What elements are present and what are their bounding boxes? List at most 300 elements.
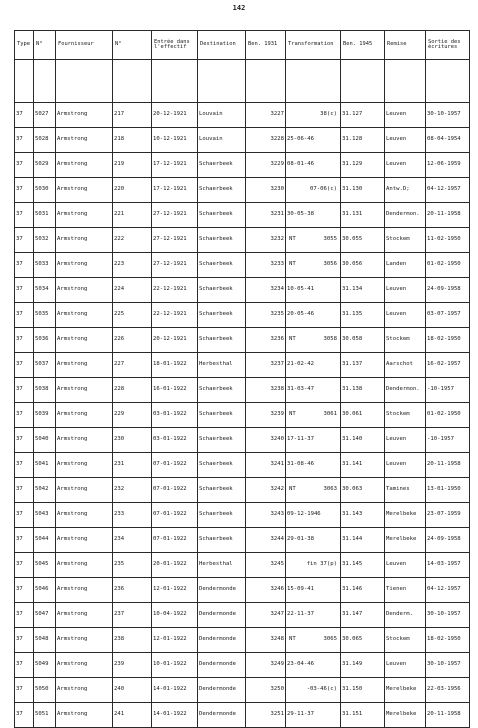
cell-num: 5050	[34, 678, 56, 703]
cell-dest: Schaerbeek	[198, 478, 246, 503]
cell-n2: 238	[113, 628, 152, 653]
cell-sortie: 04-12-1957	[426, 578, 470, 603]
cell-trans: 31-08-46	[286, 453, 341, 478]
cell-ben1945: 30.063	[341, 478, 385, 503]
cell-remise: Aarschot	[385, 353, 426, 378]
cell-remise: Leuven	[385, 103, 426, 128]
cell-ben1931: 3236	[246, 328, 286, 353]
cell-remise: Leuven	[385, 653, 426, 678]
cell-remise: Landen	[385, 253, 426, 278]
cell-trans: 08-01-46	[286, 153, 341, 178]
cell-supplier: Armstrong	[56, 678, 113, 703]
cell-remise: Dendermon.	[385, 378, 426, 403]
cell-trans: 21-02-42	[286, 353, 341, 378]
table-row	[15, 603, 470, 628]
cell-remise: Leuven	[385, 153, 426, 178]
cell-sortie: 23-07-1959	[426, 503, 470, 528]
cell-remise: Merelbeke	[385, 678, 426, 703]
cell-supplier: Armstrong	[56, 453, 113, 478]
cell-type: 37	[15, 428, 34, 453]
cell-n2: 231	[113, 453, 152, 478]
cell-n2: 239	[113, 653, 152, 678]
cell-ben1931: 3244	[246, 528, 286, 553]
cell-entry: 12-01-1922	[152, 578, 198, 603]
cell-supplier: Armstrong	[56, 303, 113, 328]
cell-sortie: 13-01-1950	[426, 478, 470, 503]
cell-dest: Schaerbeek	[198, 428, 246, 453]
cell-type: 37	[15, 628, 34, 653]
cell-num: 5028	[34, 128, 56, 153]
cell-ben1931: 3243	[246, 503, 286, 528]
cell-supplier: Armstrong	[56, 553, 113, 578]
cell-trans: fin 37(p)	[286, 553, 341, 578]
cell-trans: -03-46(c)	[286, 678, 341, 703]
cell-ben1945: 31.137	[341, 353, 385, 378]
cell-num: 5032	[34, 228, 56, 253]
cell-entry: 20-12-1921	[152, 103, 198, 128]
cell-ben1931: 3241	[246, 453, 286, 478]
cell-ben1945: 30.065	[341, 628, 385, 653]
cell-ben1931: 3247	[246, 603, 286, 628]
cell-sortie: 08-04-1954	[426, 128, 470, 153]
cell-ben1931: 3242	[246, 478, 286, 503]
cell-ben1945: 31.147	[341, 603, 385, 628]
cell-ben1945: 31.138	[341, 378, 385, 403]
cell-entry: 03-01-1922	[152, 403, 198, 428]
cell-supplier: Armstrong	[56, 178, 113, 203]
cell-supplier: Armstrong	[56, 103, 113, 128]
cell-trans: 29-01-38	[286, 528, 341, 553]
cell-ben1931: 3230	[246, 178, 286, 203]
header-cell: Remise	[385, 31, 426, 60]
table-row	[15, 178, 470, 203]
cell-sortie: 16-02-1957	[426, 353, 470, 378]
cell-num: 5045	[34, 553, 56, 578]
cell-type: 37	[15, 478, 34, 503]
cell-type: 37	[15, 503, 34, 528]
cell-entry: 07-01-1922	[152, 478, 198, 503]
cell-ben1945: 31.127	[341, 103, 385, 128]
cell-n2: 221	[113, 203, 152, 228]
cell-n2: 224	[113, 278, 152, 303]
table-row	[15, 378, 470, 403]
cell-supplier: Armstrong	[56, 228, 113, 253]
cell-n2: 227	[113, 353, 152, 378]
table-row	[15, 403, 470, 428]
cell-dest: Dendermonde	[198, 578, 246, 603]
cell-trans: 38(c)	[286, 103, 341, 128]
cell-type: 37	[15, 228, 34, 253]
cell-num: 5033	[34, 253, 56, 278]
cell-remise: Leuven	[385, 428, 426, 453]
table-row	[15, 653, 470, 678]
cell-num: 5035	[34, 303, 56, 328]
table-row	[15, 153, 470, 178]
cell-dest: Schaerbeek	[198, 228, 246, 253]
cell-dest: Louvain	[198, 128, 246, 153]
cell-remise: Tamines	[385, 478, 426, 503]
cell-dest: Schaerbeek	[198, 253, 246, 278]
cell-supplier: Armstrong	[56, 528, 113, 553]
cell-sortie: 14-03-1957	[426, 553, 470, 578]
cell-entry: 10-01-1922	[152, 653, 198, 678]
cell-entry: 22-12-1921	[152, 278, 198, 303]
cell-num: 5027	[34, 103, 56, 128]
cell-ben1931: 3235	[246, 303, 286, 328]
cell-n2: 226	[113, 328, 152, 353]
cell-type: 37	[15, 128, 34, 153]
cell-dest: Schaerbeek	[198, 203, 246, 228]
cell-n2: 223	[113, 253, 152, 278]
cell-ben1931: 3245	[246, 553, 286, 578]
cell-ben1945: 31.140	[341, 428, 385, 453]
cell-trans: 09-12-1946	[286, 503, 341, 528]
cell-n2: 235	[113, 553, 152, 578]
cell-ben1931: 3250	[246, 678, 286, 703]
cell-supplier: Armstrong	[56, 253, 113, 278]
cell-num: 5038	[34, 378, 56, 403]
cell-type: 37	[15, 403, 34, 428]
cell-n2: 232	[113, 478, 152, 503]
header-cell: Transformation	[286, 31, 341, 60]
cell-dest: Dendermonde	[198, 653, 246, 678]
cell-supplier: Armstrong	[56, 278, 113, 303]
table-row	[15, 703, 470, 728]
cell-sortie: 03-07-1957	[426, 303, 470, 328]
cell-ben1945: 30.058	[341, 328, 385, 353]
cell-n2: 229	[113, 403, 152, 428]
cell-ben1945: 31.145	[341, 553, 385, 578]
header-cell: Sortie des écritures	[426, 31, 470, 60]
cell-sortie: 30-10-1957	[426, 103, 470, 128]
cell-remise: Stockem	[385, 328, 426, 353]
cell-supplier: Armstrong	[56, 703, 113, 728]
cell-type: 37	[15, 653, 34, 678]
cell-supplier: Armstrong	[56, 578, 113, 603]
table-row	[15, 528, 470, 553]
cell-trans: NT 3056	[286, 253, 341, 278]
cell-ben1945: 31.135	[341, 303, 385, 328]
cell-ben1931: 3234	[246, 278, 286, 303]
cell-trans: 20-05-46	[286, 303, 341, 328]
cell-type: 37	[15, 178, 34, 203]
cell-type: 37	[15, 278, 34, 303]
cell-n2: 220	[113, 178, 152, 203]
cell-n2: 240	[113, 678, 152, 703]
cell-n2: 233	[113, 503, 152, 528]
table-row	[15, 678, 470, 703]
cell-entry: 20-12-1921	[152, 328, 198, 353]
cell-ben1931: 3227	[246, 103, 286, 128]
cell-n2: 218	[113, 128, 152, 153]
cell-num: 5030	[34, 178, 56, 203]
cell-sortie: -10-1957	[426, 378, 470, 403]
cell-n2: 225	[113, 303, 152, 328]
cell-trans: NT 3065	[286, 628, 341, 653]
cell-n2: 222	[113, 228, 152, 253]
header-cell: Ben. 1931	[246, 31, 286, 60]
cell-num: 5040	[34, 428, 56, 453]
cell-ben1931: 3228	[246, 128, 286, 153]
cell-dest: Louvain	[198, 103, 246, 128]
cell-supplier: Armstrong	[56, 603, 113, 628]
cell-entry: 14-01-1922	[152, 678, 198, 703]
cell-type: 37	[15, 528, 34, 553]
cell-supplier: Armstrong	[56, 478, 113, 503]
cell-type: 37	[15, 353, 34, 378]
cell-remise: Dendermon.	[385, 203, 426, 228]
cell-sortie: 18-02-1950	[426, 628, 470, 653]
cell-remise: Denderm.	[385, 603, 426, 628]
cell-type: 37	[15, 703, 34, 728]
cell-supplier: Armstrong	[56, 628, 113, 653]
cell-ben1931: 3249	[246, 653, 286, 678]
cell-ben1945: 30.056	[341, 253, 385, 278]
table-row	[15, 328, 470, 353]
cell-ben1945: 31.143	[341, 503, 385, 528]
cell-remise: Stockem	[385, 228, 426, 253]
cell-ben1931: 3246	[246, 578, 286, 603]
cell-remise: Merelbeke	[385, 528, 426, 553]
cell-num: 5029	[34, 153, 56, 178]
cell-type: 37	[15, 328, 34, 353]
table-row	[15, 253, 470, 278]
cell-supplier: Armstrong	[56, 428, 113, 453]
cell-ben1931: 3229	[246, 153, 286, 178]
cell-num: 5043	[34, 503, 56, 528]
cell-dest: Schaerbeek	[198, 328, 246, 353]
cell-num: 5042	[34, 478, 56, 503]
table-row	[15, 503, 470, 528]
cell-dest: Schaerbeek	[198, 453, 246, 478]
cell-supplier: Armstrong	[56, 403, 113, 428]
cell-dest: Schaerbeek	[198, 528, 246, 553]
cell-ben1945: 31.130	[341, 178, 385, 203]
cell-num: 5048	[34, 628, 56, 653]
spacer-row	[15, 60, 470, 103]
cell-entry: 12-01-1922	[152, 628, 198, 653]
header-cell: N°	[113, 31, 152, 60]
header-cell: Destination	[198, 31, 246, 60]
cell-sortie: 30-10-1957	[426, 653, 470, 678]
cell-type: 37	[15, 378, 34, 403]
table-row	[15, 103, 470, 128]
cell-dest: Dendermonde	[198, 703, 246, 728]
cell-n2: 228	[113, 378, 152, 403]
cell-type: 37	[15, 253, 34, 278]
cell-ben1931: 3248	[246, 628, 286, 653]
cell-ben1945: 31.144	[341, 528, 385, 553]
cell-type: 37	[15, 678, 34, 703]
table-row	[15, 128, 470, 153]
cell-dest: Herbesthal	[198, 553, 246, 578]
cell-dest: Schaerbeek	[198, 278, 246, 303]
cell-num: 5047	[34, 603, 56, 628]
cell-sortie: 24-09-1958	[426, 528, 470, 553]
cell-trans: 29-11-37	[286, 703, 341, 728]
cell-dest: Schaerbeek	[198, 178, 246, 203]
cell-trans: 23-04-46	[286, 653, 341, 678]
cell-dest: Schaerbeek	[198, 303, 246, 328]
header-row	[15, 31, 470, 60]
cell-remise: Leuven	[385, 453, 426, 478]
cell-trans: NT 3063	[286, 478, 341, 503]
cell-num: 5051	[34, 703, 56, 728]
cell-ben1931: 3238	[246, 378, 286, 403]
table-row	[15, 628, 470, 653]
cell-supplier: Armstrong	[56, 378, 113, 403]
cell-entry: 20-01-1922	[152, 553, 198, 578]
cell-ben1945: 31.149	[341, 653, 385, 678]
cell-remise: Leuven	[385, 128, 426, 153]
cell-entry: 07-01-1922	[152, 528, 198, 553]
cell-num: 5044	[34, 528, 56, 553]
cell-n2: 237	[113, 603, 152, 628]
cell-trans: 10-05-41	[286, 278, 341, 303]
cell-trans: NT 3055	[286, 228, 341, 253]
cell-trans: 07-06(c)	[286, 178, 341, 203]
cell-ben1945: 31.151	[341, 703, 385, 728]
cell-type: 37	[15, 103, 34, 128]
table-row	[15, 453, 470, 478]
cell-remise: Leuven	[385, 303, 426, 328]
header-cell: Fournisseur	[56, 31, 113, 60]
cell-entry: 10-12-1921	[152, 128, 198, 153]
cell-dest: Dendermonde	[198, 603, 246, 628]
cell-sortie: 22-03-1956	[426, 678, 470, 703]
cell-remise: Antw.D;	[385, 178, 426, 203]
cell-remise: Merelbeke	[385, 503, 426, 528]
cell-sortie: 04-12-1957	[426, 178, 470, 203]
cell-ben1945: 31.131	[341, 203, 385, 228]
cell-supplier: Armstrong	[56, 503, 113, 528]
cell-dest: Herbesthal	[198, 353, 246, 378]
cell-sortie: 20-11-1958	[426, 453, 470, 478]
cell-ben1931: 3239	[246, 403, 286, 428]
cell-n2: 219	[113, 153, 152, 178]
cell-sortie: 01-02-1950	[426, 253, 470, 278]
cell-sortie: 01-02-1950	[426, 403, 470, 428]
cell-entry: 16-01-1922	[152, 378, 198, 403]
table-row	[15, 228, 470, 253]
cell-type: 37	[15, 553, 34, 578]
table-row	[15, 278, 470, 303]
cell-entry: 07-01-1922	[152, 503, 198, 528]
cell-trans: 22-11-37	[286, 603, 341, 628]
cell-dest: Schaerbeek	[198, 403, 246, 428]
cell-entry: 22-12-1921	[152, 303, 198, 328]
cell-ben1931: 3237	[246, 353, 286, 378]
cell-dest: Dendermonde	[198, 628, 246, 653]
cell-ben1931: 3232	[246, 228, 286, 253]
table-row	[15, 553, 470, 578]
cell-dest: Dendermonde	[198, 678, 246, 703]
cell-dest: Schaerbeek	[198, 378, 246, 403]
table-row	[15, 428, 470, 453]
cell-entry: 03-01-1922	[152, 428, 198, 453]
cell-sortie: -10-1957	[426, 428, 470, 453]
cell-supplier: Armstrong	[56, 353, 113, 378]
cell-sortie: 24-09-1958	[426, 278, 470, 303]
table-row	[15, 578, 470, 603]
cell-entry: 14-01-1922	[152, 703, 198, 728]
cell-remise: Stockem	[385, 403, 426, 428]
cell-sortie: 11-02-1950	[426, 228, 470, 253]
cell-trans: 30-05-38	[286, 203, 341, 228]
locomotive-register-table	[14, 30, 470, 728]
table-row	[15, 353, 470, 378]
cell-num: 5039	[34, 403, 56, 428]
cell-sortie: 20-11-1958	[426, 703, 470, 728]
cell-n2: 234	[113, 528, 152, 553]
cell-sortie: 20-11-1958	[426, 203, 470, 228]
cell-n2: 230	[113, 428, 152, 453]
cell-entry: 27-12-1921	[152, 253, 198, 278]
cell-ben1931: 3251	[246, 703, 286, 728]
cell-type: 37	[15, 303, 34, 328]
cell-type: 37	[15, 578, 34, 603]
cell-supplier: Armstrong	[56, 153, 113, 178]
cell-trans: 17-11-37	[286, 428, 341, 453]
cell-type: 37	[15, 203, 34, 228]
cell-num: 5041	[34, 453, 56, 478]
cell-num: 5036	[34, 328, 56, 353]
cell-dest: Schaerbeek	[198, 153, 246, 178]
table-row	[15, 478, 470, 503]
cell-entry: 17-12-1921	[152, 153, 198, 178]
cell-num: 5037	[34, 353, 56, 378]
cell-supplier: Armstrong	[56, 203, 113, 228]
cell-sortie: 12-06-1959	[426, 153, 470, 178]
cell-ben1945: 31.134	[341, 278, 385, 303]
cell-remise: Tienen	[385, 578, 426, 603]
cell-trans: 31-03-47	[286, 378, 341, 403]
cell-ben1945: 31.141	[341, 453, 385, 478]
cell-n2: 217	[113, 103, 152, 128]
cell-remise: Stockem	[385, 628, 426, 653]
cell-ben1931: 3231	[246, 203, 286, 228]
cell-trans: 25-06-46	[286, 128, 341, 153]
cell-entry: 17-12-1921	[152, 178, 198, 203]
cell-num: 5049	[34, 653, 56, 678]
cell-type: 37	[15, 153, 34, 178]
cell-sortie: 18-02-1950	[426, 328, 470, 353]
cell-remise: Leuven	[385, 553, 426, 578]
cell-supplier: Armstrong	[56, 328, 113, 353]
cell-ben1945: 31.150	[341, 678, 385, 703]
cell-entry: 18-01-1922	[152, 353, 198, 378]
cell-trans: NT 3061	[286, 403, 341, 428]
cell-supplier: Armstrong	[56, 653, 113, 678]
cell-sortie: 30-10-1957	[426, 603, 470, 628]
cell-ben1945: 31.129	[341, 153, 385, 178]
cell-type: 37	[15, 603, 34, 628]
cell-ben1945: 31.146	[341, 578, 385, 603]
cell-trans: 15-09-41	[286, 578, 341, 603]
cell-ben1945: 30.055	[341, 228, 385, 253]
header-cell: N°	[34, 31, 56, 60]
cell-entry: 10-04-1922	[152, 603, 198, 628]
cell-remise: Leuven	[385, 278, 426, 303]
cell-entry: 27-12-1921	[152, 203, 198, 228]
cell-num: 5034	[34, 278, 56, 303]
cell-supplier: Armstrong	[56, 128, 113, 153]
cell-remise: Merelbeke	[385, 703, 426, 728]
header-cell: Ben. 1945	[341, 31, 385, 60]
cell-num: 5046	[34, 578, 56, 603]
cell-num: 5031	[34, 203, 56, 228]
page-number: 142	[232, 4, 246, 12]
